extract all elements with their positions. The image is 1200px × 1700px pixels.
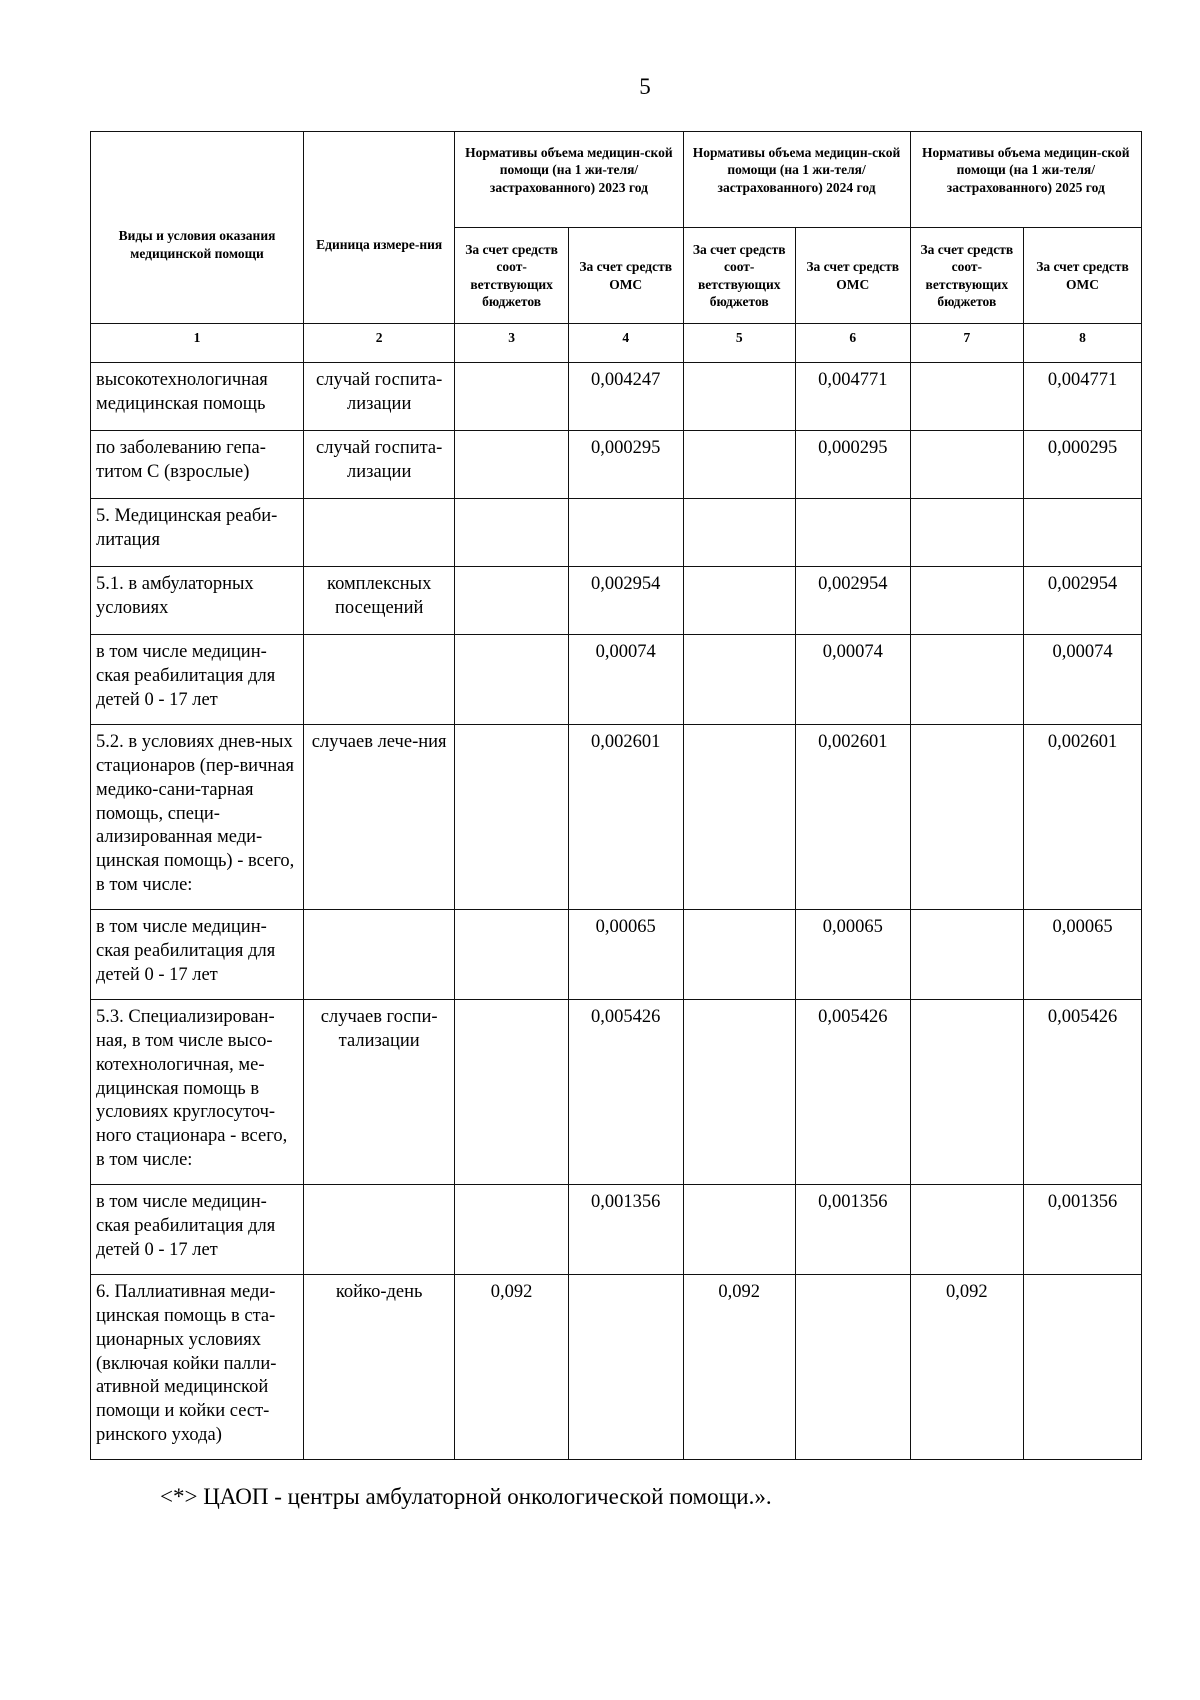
oms-2023-cell: 0,004247 xyxy=(568,363,683,431)
unit-cell xyxy=(304,910,455,1000)
budget-2023-cell xyxy=(455,1000,569,1185)
oms-2023-cell xyxy=(568,499,683,567)
header-oms-2024: За счет средств ОМС xyxy=(795,228,910,324)
budget-2023-cell xyxy=(455,431,569,499)
column-number: 8 xyxy=(1024,324,1142,363)
budget-2023-cell xyxy=(455,499,569,567)
care-type-cell: высокотехнологичная медицинская помощь xyxy=(91,363,304,431)
table-row xyxy=(91,499,1142,567)
oms-2024-cell: 0,004771 xyxy=(795,363,910,431)
oms-2025-cell xyxy=(1024,499,1142,567)
budget-2024-cell xyxy=(683,635,795,725)
header-budget-2023: За счет средств соот-ветствующих бюджетов xyxy=(455,228,569,324)
column-number: 1 xyxy=(91,324,304,363)
budget-2024-cell xyxy=(683,1185,795,1275)
oms-2025-cell: 0,002954 xyxy=(1024,567,1142,635)
oms-2023-cell: 0,002954 xyxy=(568,567,683,635)
budget-2023-cell xyxy=(455,910,569,1000)
budget-2025-cell xyxy=(910,363,1024,431)
column-number: 7 xyxy=(910,324,1024,363)
care-type-cell: в том числе медицин-ская реабилитация для детей 0 - 17 лет xyxy=(91,910,304,1000)
column-number: 2 xyxy=(304,324,455,363)
budget-2024-cell xyxy=(683,363,795,431)
header-norms-2024: Нормативы объема медицин-ской помощи (на 1 жи-теля/застрахованного) 2024 год xyxy=(683,132,910,228)
oms-2023-cell: 0,000295 xyxy=(568,431,683,499)
column-number: 3 xyxy=(455,324,569,363)
budget-2023-cell xyxy=(455,1185,569,1275)
header-oms-2023: За счет средств ОМС xyxy=(568,228,683,324)
budget-2024-cell: 0,092 xyxy=(683,1275,795,1460)
oms-2024-cell: 0,001356 xyxy=(795,1185,910,1275)
budget-2023-cell xyxy=(455,635,569,725)
header-norms-2023: Нормативы объема медицин-ской помощи (на 1 жи-теля/застрахованного) 2023 год xyxy=(455,132,683,228)
table-row xyxy=(91,910,1142,1000)
oms-2025-cell: 0,002601 xyxy=(1024,725,1142,910)
table-row xyxy=(91,1185,1142,1275)
oms-2023-cell: 0,00065 xyxy=(568,910,683,1000)
oms-2025-cell: 0,00065 xyxy=(1024,910,1142,1000)
page-number: 5 xyxy=(639,74,651,99)
budget-2024-cell xyxy=(683,499,795,567)
budget-2025-cell xyxy=(910,725,1024,910)
oms-2025-cell: 0,004771 xyxy=(1024,363,1142,431)
care-type-cell: по заболеванию гепа-титом С (взрослые) xyxy=(91,431,304,499)
oms-2023-cell: 0,002601 xyxy=(568,725,683,910)
unit-cell: случаев госпи-тализации xyxy=(304,1000,455,1185)
table-row xyxy=(91,567,1142,635)
column-number: 5 xyxy=(683,324,795,363)
budget-2025-cell: 0,092 xyxy=(910,1275,1024,1460)
budget-2023-cell xyxy=(455,725,569,910)
budget-2024-cell xyxy=(683,431,795,499)
header-budget-2024: За счет средств соот-ветствующих бюджетов xyxy=(683,228,795,324)
care-type-cell: 5.3. Специализирован-ная, в том числе высо-котехнологичная, ме-дицинская помощь в условиях круглосуточ-ного стационара - всего, в том числе: xyxy=(91,1000,304,1185)
unit-cell xyxy=(304,635,455,725)
care-type-cell: 5.1. в амбулаторных условиях xyxy=(91,567,304,635)
header-care-type: Виды и условия оказания медицинской помощи xyxy=(91,132,304,324)
medical-care-volume-norms-table xyxy=(90,131,1142,1460)
care-type-cell: в том числе медицин-ская реабилитация для детей 0 - 17 лет xyxy=(91,635,304,725)
oms-2025-cell: 0,000295 xyxy=(1024,431,1142,499)
unit-cell xyxy=(304,1185,455,1275)
unit-cell xyxy=(304,499,455,567)
budget-2025-cell xyxy=(910,567,1024,635)
footnote: <*> ЦАОП - центры амбулаторной онкологической помощи.». xyxy=(160,1484,772,1509)
oms-2024-cell: 0,002954 xyxy=(795,567,910,635)
oms-2023-cell xyxy=(568,1275,683,1460)
column-number: 4 xyxy=(568,324,683,363)
table-row xyxy=(91,1275,1142,1460)
oms-2023-cell: 0,005426 xyxy=(568,1000,683,1185)
oms-2024-cell: 0,002601 xyxy=(795,725,910,910)
care-type-cell: 5. Медицинская реаби-литация xyxy=(91,499,304,567)
header-budget-2025: За счет средств соот-ветствующих бюджетов xyxy=(910,228,1024,324)
budget-2023-cell: 0,092 xyxy=(455,1275,569,1460)
header-oms-2025: За счет средств ОМС xyxy=(1024,228,1142,324)
care-type-cell: 6. Паллиативная меди-цинская помощь в ста-ционарных условиях (включая койки палли-ативной медицинской помощи и койки сест-ринского ухода) xyxy=(91,1275,304,1460)
unit-cell: случаев лече-ния xyxy=(304,725,455,910)
budget-2025-cell xyxy=(910,1185,1024,1275)
oms-2025-cell xyxy=(1024,1275,1142,1460)
unit-cell: случай госпита-лизации xyxy=(304,431,455,499)
table-row xyxy=(91,1000,1142,1185)
budget-2025-cell xyxy=(910,635,1024,725)
budget-2025-cell xyxy=(910,910,1024,1000)
table-row xyxy=(91,431,1142,499)
oms-2023-cell: 0,00074 xyxy=(568,635,683,725)
budget-2023-cell xyxy=(455,567,569,635)
oms-2024-cell: 0,00074 xyxy=(795,635,910,725)
budget-2024-cell xyxy=(683,1000,795,1185)
oms-2024-cell: 0,00065 xyxy=(795,910,910,1000)
oms-2024-cell: 0,005426 xyxy=(795,1000,910,1185)
column-number: 6 xyxy=(795,324,910,363)
oms-2025-cell: 0,005426 xyxy=(1024,1000,1142,1185)
header-norms-2025: Нормативы объема медицин-ской помощи (на 1 жи-теля/застрахованного) 2025 год xyxy=(910,132,1141,228)
budget-2024-cell xyxy=(683,910,795,1000)
table-row xyxy=(91,363,1142,431)
budget-2023-cell xyxy=(455,363,569,431)
care-type-cell: в том числе медицин-ская реабилитация для детей 0 - 17 лет xyxy=(91,1185,304,1275)
unit-cell: комплексных посещений xyxy=(304,567,455,635)
column-number-row xyxy=(91,324,1142,363)
budget-2024-cell xyxy=(683,567,795,635)
table-row xyxy=(91,725,1142,910)
budget-2025-cell xyxy=(910,431,1024,499)
care-type-cell: 5.2. в условиях днев-ных стационаров (пер-вичная медико-сани-тарная помощь, специ-ализированная меди-цинская помощь) - всего, в том числе: xyxy=(91,725,304,910)
unit-cell: случай госпита-лизации xyxy=(304,363,455,431)
oms-2024-cell xyxy=(795,499,910,567)
oms-2024-cell: 0,000295 xyxy=(795,431,910,499)
oms-2025-cell: 0,00074 xyxy=(1024,635,1142,725)
table-row xyxy=(91,635,1142,725)
oms-2024-cell xyxy=(795,1275,910,1460)
oms-2023-cell: 0,001356 xyxy=(568,1185,683,1275)
budget-2025-cell xyxy=(910,1000,1024,1185)
unit-cell: койко-день xyxy=(304,1275,455,1460)
budget-2025-cell xyxy=(910,499,1024,567)
header-unit: Единица измере-ния xyxy=(304,132,455,324)
oms-2025-cell: 0,001356 xyxy=(1024,1185,1142,1275)
budget-2024-cell xyxy=(683,725,795,910)
